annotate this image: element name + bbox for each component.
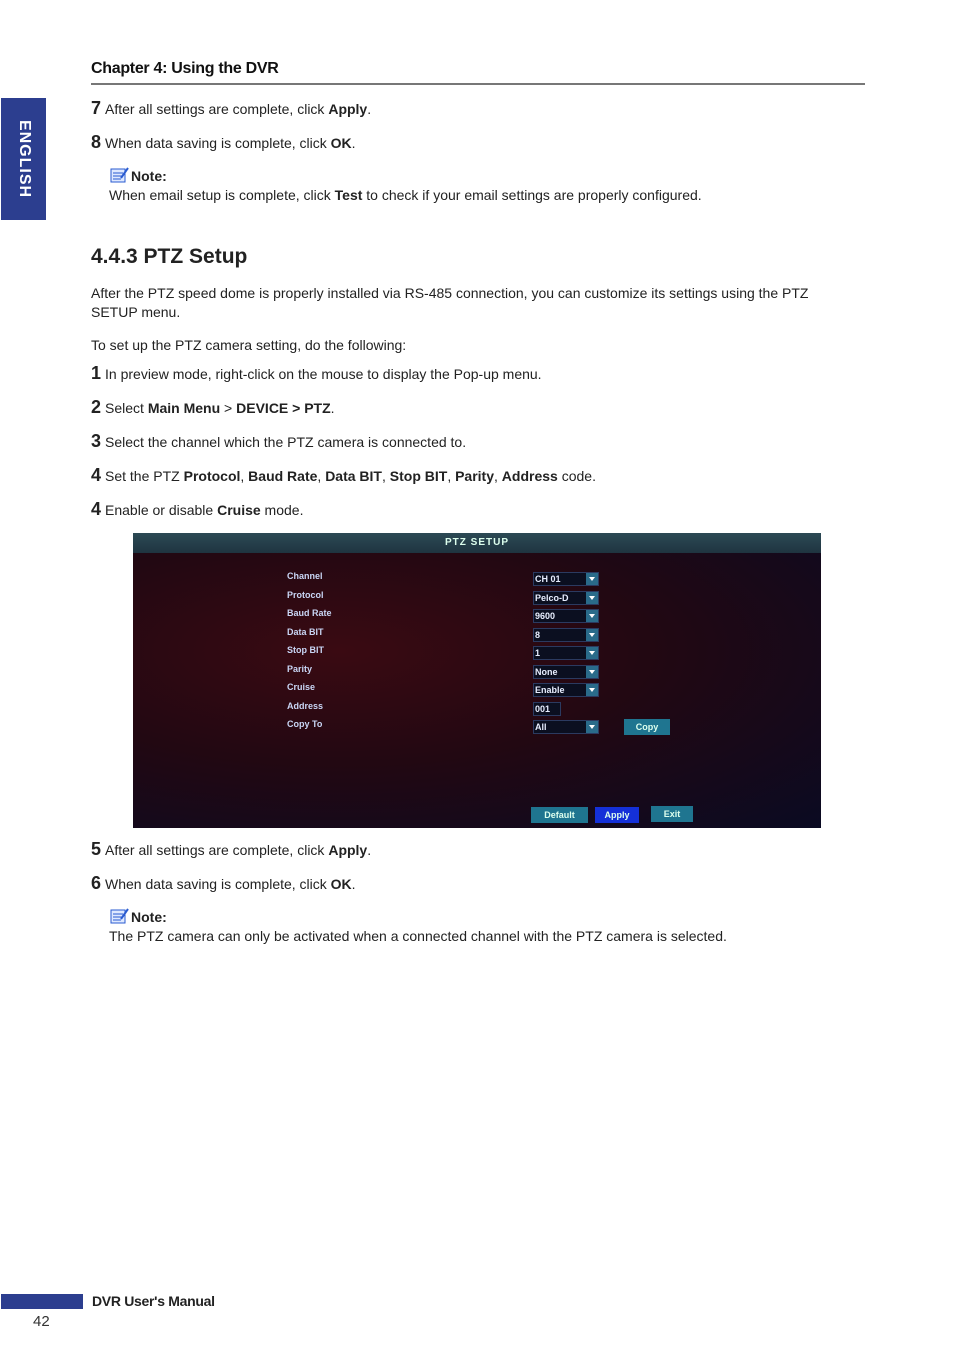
select-value: Enable [535, 685, 565, 695]
step-2 [91, 397, 335, 418]
note-title: Note: [131, 909, 167, 925]
address-select[interactable] [533, 702, 561, 716]
baud-rate-select[interactable] [533, 609, 599, 623]
step-6 [91, 873, 356, 894]
text: mode. [260, 502, 304, 518]
bold-text: Apply [328, 842, 368, 858]
step-number: 6 [91, 873, 102, 893]
ptz-label: Protocol [287, 589, 324, 600]
bold-text: OK [330, 135, 352, 151]
section-intro: After the PTZ speed dome is properly installed via RS-485 connection, you can customize its settings using the PTZ SETUP menu. [91, 285, 809, 320]
ptz-setup-screenshot [133, 533, 821, 828]
step-number: 4 [91, 499, 102, 519]
step-number: 1 [91, 363, 102, 383]
text: > [220, 400, 237, 416]
cruise-select[interactable] [533, 683, 599, 697]
text: Enable or disable [105, 502, 218, 518]
page-number: 42 [33, 1313, 50, 1330]
bold-text: Baud Rate [248, 468, 318, 484]
text: . [367, 842, 372, 858]
select-value: None [535, 666, 558, 677]
parity-select[interactable] [533, 665, 599, 679]
default-button[interactable]: Default [531, 807, 588, 823]
bold-text: Protocol [183, 468, 241, 484]
chevron-down-icon[interactable] [586, 629, 598, 641]
bold-text: OK [330, 876, 352, 892]
bold-text: Stop BIT [389, 468, 448, 484]
bold-text: Test [334, 187, 363, 203]
note-2 [109, 907, 727, 944]
bold-text: Parity [455, 468, 495, 484]
text: . [330, 400, 335, 416]
bold-text: Data BIT [325, 468, 382, 484]
text: , [240, 468, 249, 484]
step-5 [91, 839, 371, 860]
select-value: 9600 [535, 611, 556, 621]
chevron-down-icon[interactable] [586, 666, 598, 678]
data-bit-select[interactable] [533, 628, 599, 642]
footer-title: DVR User's Manual [92, 1293, 215, 1309]
step-number: 2 [91, 397, 102, 417]
ptz-label: Address [287, 700, 324, 711]
step-8 [91, 132, 356, 153]
text: , [494, 468, 502, 484]
bold-text: Address [501, 468, 558, 484]
ptz-label: Channel [287, 571, 323, 581]
text: code. [557, 468, 596, 484]
select-value: 001 [535, 703, 551, 714]
copy-button[interactable]: Copy [624, 719, 670, 735]
copy-to-select[interactable] [533, 720, 599, 734]
section-title: 4.4.3 PTZ Setup [91, 245, 248, 268]
ptz-label: Data BIT [287, 626, 324, 637]
select-value: Pelco-D [535, 592, 569, 603]
ptz-label: Cruise [287, 682, 316, 692]
ptz-label: Copy To [287, 719, 323, 729]
chevron-down-icon[interactable] [586, 573, 598, 585]
text: Select the channel which the PTZ camera is connected to. [105, 434, 467, 450]
select-value: 1 [535, 648, 541, 658]
note-title: Note: [131, 168, 167, 184]
protocol-select[interactable] [533, 591, 599, 605]
step-4 [91, 465, 596, 486]
step-7 [91, 98, 371, 119]
stop-bit-select[interactable] [533, 646, 599, 660]
text: When data saving is complete, click [105, 876, 331, 892]
section-lead: To set up the PTZ camera setting, do the following: [91, 337, 407, 353]
text: After all settings are complete, click [105, 101, 329, 117]
chevron-down-icon[interactable] [586, 610, 598, 622]
text: Select [105, 400, 148, 416]
ptz-title: PTZ SETUP [133, 533, 821, 553]
step-number: 3 [91, 431, 102, 451]
bold-text: Main Menu [147, 400, 221, 416]
select-value: CH 01 [535, 574, 561, 584]
select-value: 8 [535, 629, 541, 640]
step-4 [91, 499, 303, 520]
bold-text: Cruise [217, 502, 261, 518]
chevron-down-icon[interactable] [586, 684, 598, 696]
bold-text: DEVICE > PTZ [236, 400, 331, 416]
step-number: 7 [91, 98, 102, 118]
step-number: 4 [91, 465, 102, 485]
chevron-down-icon[interactable] [586, 721, 598, 733]
chapter-header: Chapter 4: Using the DVR [91, 60, 279, 77]
text: In preview mode, right-click on the mouse to display the Pop-up menu. [105, 366, 542, 382]
text: After all settings are complete, click [105, 842, 329, 858]
text: . [351, 135, 356, 151]
language-tab [1, 98, 46, 220]
text: . [367, 101, 372, 117]
text: Set the PTZ [105, 468, 184, 484]
chevron-down-icon[interactable] [586, 592, 598, 604]
ptz-label: Stop BIT [287, 645, 324, 655]
apply-button[interactable]: Apply [595, 807, 639, 823]
select-value: All [535, 722, 547, 732]
language-tab-label: ENGLISH [15, 119, 33, 199]
step-1 [91, 363, 542, 384]
ptz-label: Baud Rate [287, 608, 332, 618]
exit-button[interactable]: Exit [651, 806, 693, 822]
notepad-icon [109, 166, 129, 184]
text: , [317, 468, 326, 484]
footer-bar [1, 1294, 83, 1309]
notepad-icon [109, 907, 129, 925]
text: When email setup is complete, click [109, 187, 335, 203]
text: The PTZ camera can only be activated when a connected channel with the PTZ camera is selected. [109, 928, 727, 944]
step-3 [91, 431, 466, 452]
text: . [351, 876, 356, 892]
ptz-label: Parity [287, 663, 313, 674]
text: , [381, 468, 390, 484]
text: to check if your email settings are properly configured. [362, 187, 702, 203]
note-1 [109, 166, 702, 203]
header-rule [91, 83, 865, 85]
text: , [447, 468, 456, 484]
text: When data saving is complete, click [105, 135, 331, 151]
chevron-down-icon[interactable] [586, 647, 598, 659]
channel-select[interactable] [533, 572, 599, 586]
step-number: 8 [91, 132, 102, 152]
bold-text: Apply [328, 101, 368, 117]
step-number: 5 [91, 839, 102, 859]
